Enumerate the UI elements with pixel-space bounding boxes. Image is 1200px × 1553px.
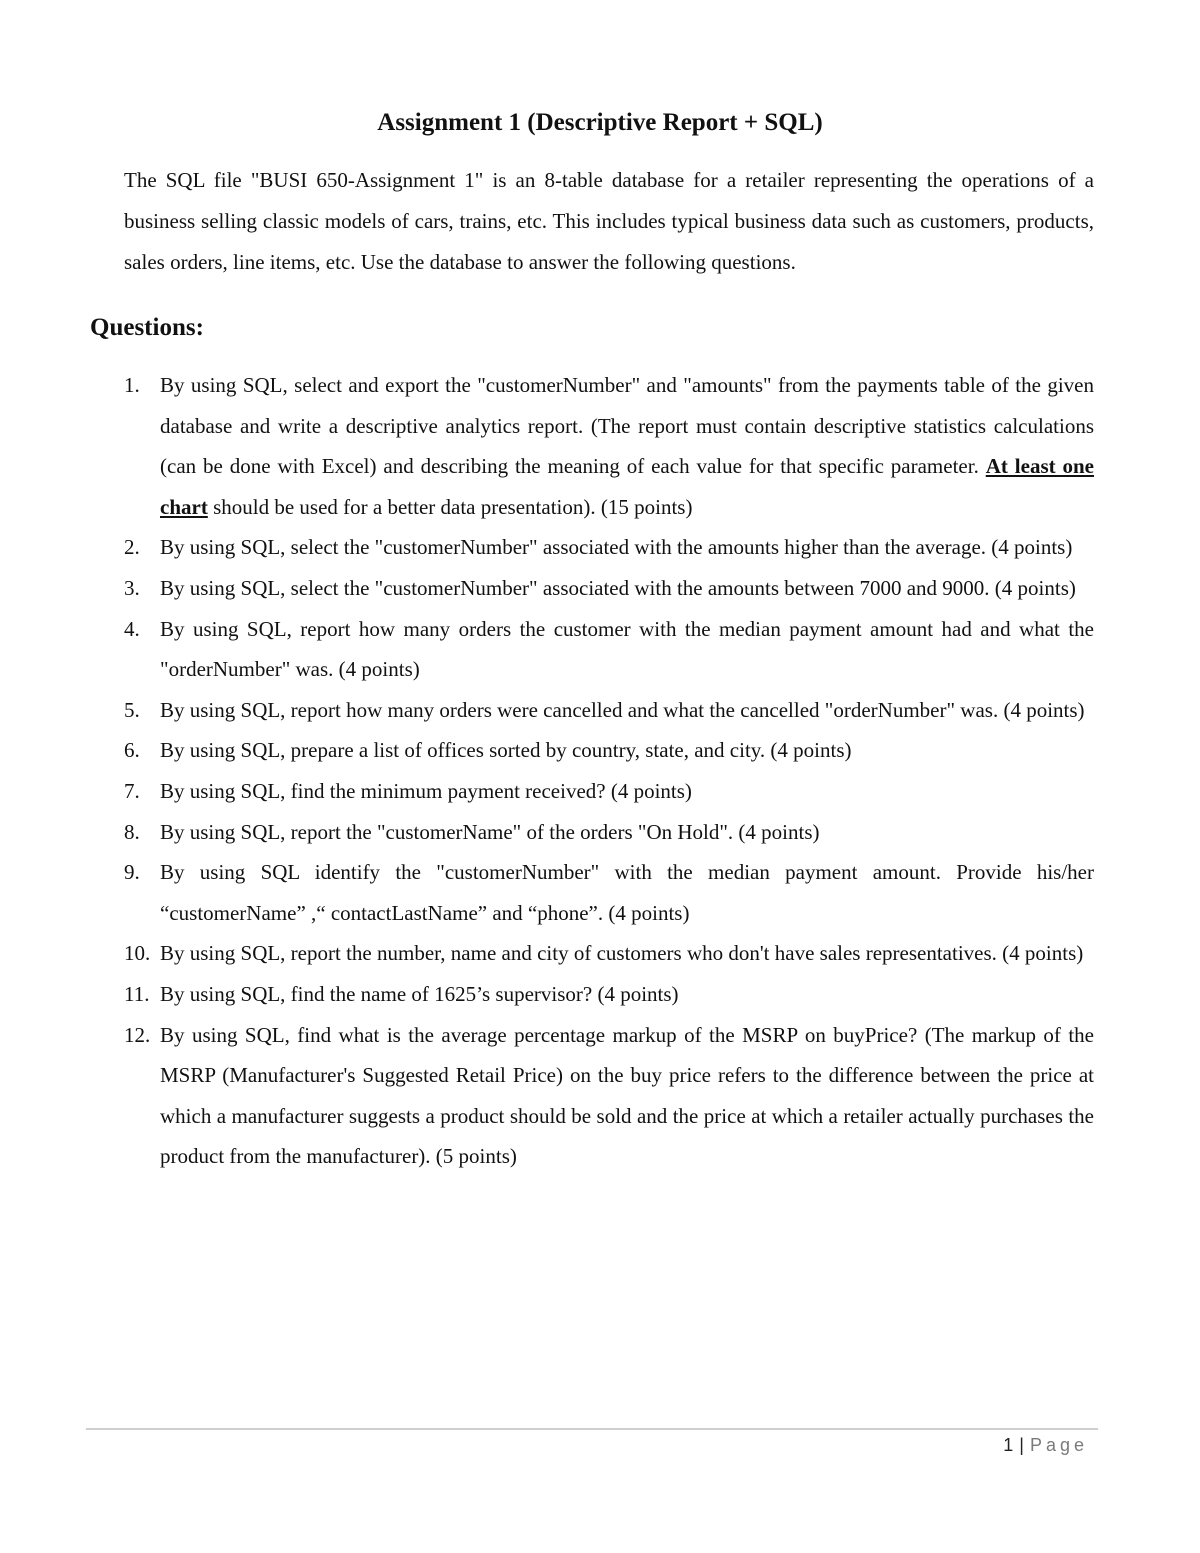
page-label: Page: [1029, 1435, 1088, 1455]
document-title: Assignment 1 (Descriptive Report + SQL): [377, 109, 823, 136]
question-text: By using SQL, report how many orders the customer with the median payment amount had and what the "orderNumber" was. (4 points): [160, 616, 1094, 682]
question-item-12: [124, 1015, 1094, 1177]
question-item-8: [124, 812, 1094, 853]
question-text: By using SQL, select the "customerNumber" associated with the amounts higher than the average. (4 points): [160, 535, 1073, 560]
question-number: 5.: [124, 697, 140, 722]
question-item-5: [124, 690, 1094, 731]
question-item-7: [124, 771, 1094, 812]
question-item-3: [124, 568, 1094, 609]
question-text: By using SQL, find the name of 1625’s supervisor? (4 points): [160, 981, 679, 1006]
question-number: 4.: [124, 616, 140, 641]
question-item-9: [124, 852, 1094, 933]
question-text: By using SQL, report how many orders were cancelled and what the cancelled "orderNumber" was. (4 points): [160, 697, 1085, 722]
question-item-10: [124, 933, 1094, 974]
question-number: 3.: [124, 575, 140, 600]
question-text: By using SQL, prepare a list of offices sorted by country, state, and city. (4 points): [160, 738, 852, 763]
page-number: 1: [1003, 1435, 1014, 1455]
question-text-part: should be used for a better data presentation). (15 points): [207, 494, 693, 519]
question-number: 10.: [124, 941, 151, 966]
question-item-1: [124, 365, 1094, 527]
question-number: 6.: [124, 738, 140, 763]
page-footer: [1003, 1432, 1088, 1458]
question-item-4: [124, 609, 1094, 690]
question-item-11: [124, 974, 1094, 1015]
question-number: 7.: [124, 778, 140, 803]
footer-divider: [86, 1428, 1098, 1430]
question-text: By using SQL, report the number, name and city of customers who don't have sales representatives. (4 points): [160, 941, 1084, 966]
question-text: By using SQL, find what is the average percentage markup of the MSRP on buyPrice? (The markup of the MSRP (Manufacturer's Suggested Retail Price) on the buy price refers to the difference between the price at which a manufacturer suggests a product should be sold and the price at which a retailer actually purchases the product from the manufacturer). (5 points): [160, 1022, 1094, 1169]
question-emphasis: At least one chart: [160, 454, 1095, 519]
question-number: 1.: [124, 373, 140, 397]
question-text-part: By using SQL, select and export the "customerNumber" and "amounts" from the payments table of the given database and write a descriptive analytics report. (The report must contain descriptive statistics calculations (can be done with Excel) and describing the meaning of each value for that specific parameter.: [160, 373, 1094, 479]
intro-paragraph: The SQL file "BUSI 650-Assignment 1" is an 8-table database for a retailer representing the operations of a business selling classic models of cars, trains, etc. This includes typical business data such as customers, products, sales orders, line items, etc. Use the database to answer the following questions.: [124, 168, 1094, 274]
questions-list: [124, 365, 1094, 1177]
question-text: By using SQL identify the "customerNumber" with the median payment amount. Provide his/her “customerName” ,“ contactLastName” and “phone”. (4 points): [160, 860, 1094, 925]
question-text: By using SQL, select the "customerNumber" associated with the amounts between 7000 and 9000. (4 points): [160, 575, 1076, 600]
question-text: [160, 373, 1094, 519]
question-text: By using SQL, report the "customerName" of the orders "On Hold". (4 points): [160, 819, 820, 844]
question-number: 12.: [124, 1022, 151, 1047]
footer-separator: |: [1019, 1435, 1024, 1455]
questions-heading: Questions:: [90, 314, 204, 341]
question-item-6: [124, 730, 1094, 771]
question-text: By using SQL, find the minimum payment received? (4 points): [160, 778, 692, 803]
question-number: 2.: [124, 535, 140, 560]
question-item-2: [124, 527, 1094, 568]
question-number: 11.: [124, 981, 150, 1006]
question-number: 8.: [124, 819, 140, 844]
question-number: 9.: [124, 860, 140, 885]
